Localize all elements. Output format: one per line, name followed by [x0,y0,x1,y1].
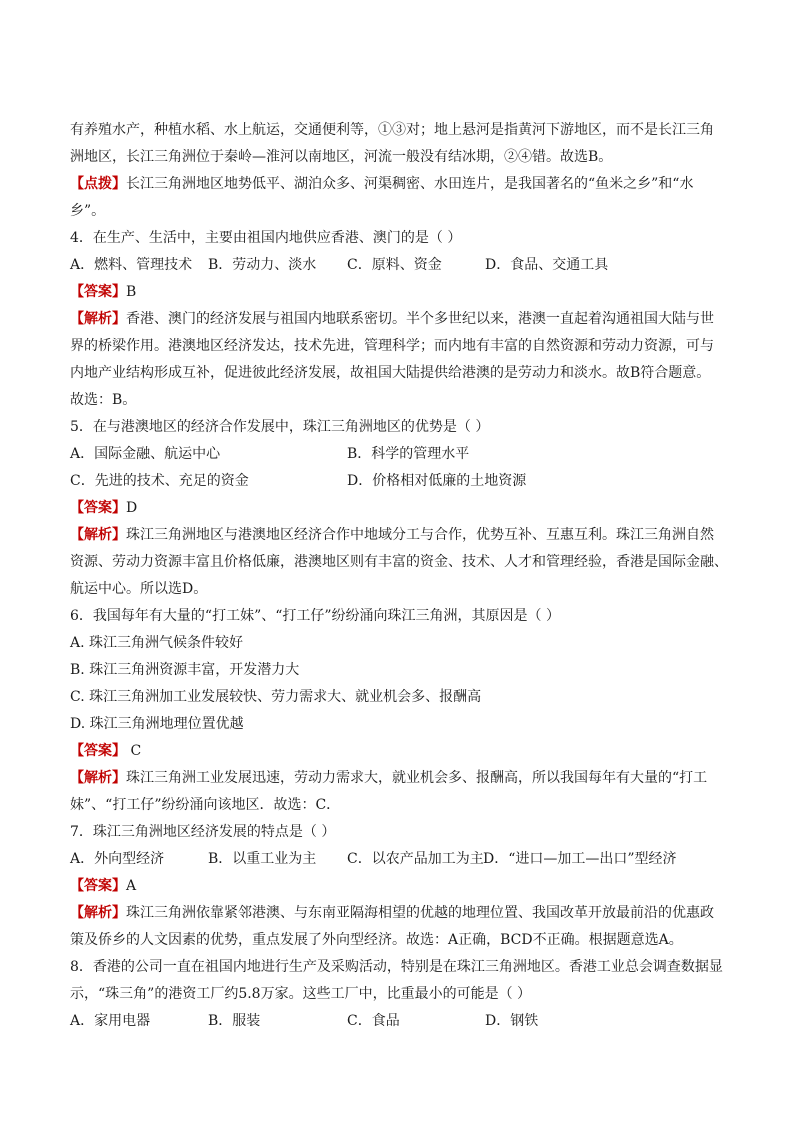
text-line: 故选：B。 [70,392,137,408]
line-text: 香港、澳门的经济发展与祖国内地联系密切。半个多世纪以来，港澳一直起着沟通祖国大陆与世 [126,311,714,327]
text-line: D. 珠江三角洲地理位置优越 [70,716,244,732]
option-text: D．食品、交通工具 [485,257,609,273]
text-line: 洲地区，长江三角洲位于秦岭—淮河以南地区，河流一般没有结冰期，②④错。故选B。 [70,149,613,165]
line-text: A [126,878,137,894]
text-line: 界的桥梁作用。港澳地区经济发达，技术先进，管理科学；而内地有丰富的自然资源和劳动力资源，可与 [70,338,714,354]
text-line: 内地产业结构形成互补，促进彼此经济发展，故祖国大陆提供给港澳的是劳动力和淡水。故B符合题意。 [70,365,711,381]
options-row [70,1008,730,1035]
options-row [70,468,730,495]
option-text: B．服装 [208,1013,261,1029]
option-text: A．国际金融、航运中心 [70,446,221,462]
text-line: 5．在与港澳地区的经济合作发展中，珠江三角洲地区的优势是（ ） [70,419,490,435]
text-line: 6．我国每年有大量的“打工妹”、“打工仔”纷纷涌向珠江三角洲，其原因是（ ） [70,608,560,624]
option-text: C．以农产品加工为主 [347,851,484,867]
section-tag: 【答案】 [70,284,126,300]
tagged-line [70,738,730,765]
line-text: 珠江三角洲地区与港澳地区经济合作中地域分工与合作，优势互补、互惠互利。珠江三角洲自然 [126,527,714,543]
line-text: B [126,284,137,300]
option-text: C．先进的技术、充足的资金 [70,473,249,489]
option-text: A．燃料、管理技术 [70,257,193,273]
tagged-line [70,495,730,522]
options-row [70,252,730,279]
option-text: B．劳动力、淡水 [208,257,317,273]
option-text: D．钢铁 [485,1013,539,1029]
section-tag: 【解析】 [70,770,126,786]
text-line: 策及侨乡的人文因素的优势，重点发展了外向型经济。故选：A正确，BCD不正确。根据题意选A。 [70,932,683,948]
text-line: 妹”、“打工仔”纷纷涌向该地区．故选：C． [70,797,341,813]
section-tag: 【点拨】 [70,176,126,192]
section-tag: 【解析】 [70,527,126,543]
tagged-line [70,306,730,333]
options-row [70,441,730,468]
tagged-line [70,171,730,198]
line-text: 珠江三角洲依靠紧邻港澳、与东南亚隔海相望的优越的地理位置、我国改革开放最前沿的优惠政 [126,905,714,921]
option-text: A．外向型经济 [70,851,165,867]
tagged-line [70,900,730,927]
section-tag: 【解析】 [70,905,126,921]
line-text: C [126,743,142,759]
options-row [70,846,730,873]
option-text: D．价格相对低廉的土地资源 [347,473,527,489]
option-text: C．原料、资金 [347,257,442,273]
line-text: D [126,500,138,516]
line-text: 长江三角洲地区地势低平、湖泊众多、河渠稠密、水田连片，是我国著名的“鱼米之乡”和“水 [126,176,694,192]
section-tag: 【解析】 [70,311,126,327]
section-tag: 【答案】 [70,500,126,516]
tagged-line [70,279,730,306]
option-text: B．科学的管理水平 [347,446,470,462]
section-tag: 【答案】 [70,743,126,759]
line-text: 珠江三角洲工业发展迅速，劳动力需求大，就业机会多、报酬高，所以我国每年有大量的“打工 [126,770,708,786]
option-text: B．以重工业为主 [208,851,317,867]
text-line: B. 珠江三角洲资源丰富，开发潜力大 [70,662,300,678]
text-line: 8．香港的公司一直在祖国内地进行生产及采购活动，特别是在珠江三角洲地区。香港工业总会调查数据显 [70,959,723,975]
text-line: 资源、劳动力资源丰富且价格低廉，港澳地区则有丰富的资金、技术、人才和管理经验，香港是国际金融、 [70,554,728,570]
tagged-line [70,873,730,900]
tagged-line [70,765,730,792]
section-tag: 【答案】 [70,878,126,894]
option-text: C．食品 [347,1013,400,1029]
document-page [70,117,730,1035]
text-line: 示，“珠三角”的港资工厂约5.8万家。这些工厂中，比重最小的可能是（ ） [70,986,532,1002]
option-text: D．“进口—加工—出口”型经济 [483,851,677,867]
text-line: 航运中心。所以选D。 [70,581,208,597]
text-line: C. 珠江三角洲加工业发展较快、劳力需求大、就业机会多、报酬高 [70,689,482,705]
text-line: A. 珠江三角洲气候条件较好 [70,635,244,651]
option-text: A．家用电器 [70,1013,151,1029]
text-line: 乡”。 [70,203,106,219]
tagged-line [70,522,730,549]
text-line: 4．在生产、生活中，主要由祖国内地供应香港、澳门的是（ ） [70,230,462,246]
text-line: 有养殖水产，种植水稻、水上航运，交通便利等，①③对；地上悬河是指黄河下游地区，而不是长江三角 [70,122,714,138]
text-line: 7．珠江三角洲地区经济发展的特点是（ ） [70,824,336,840]
